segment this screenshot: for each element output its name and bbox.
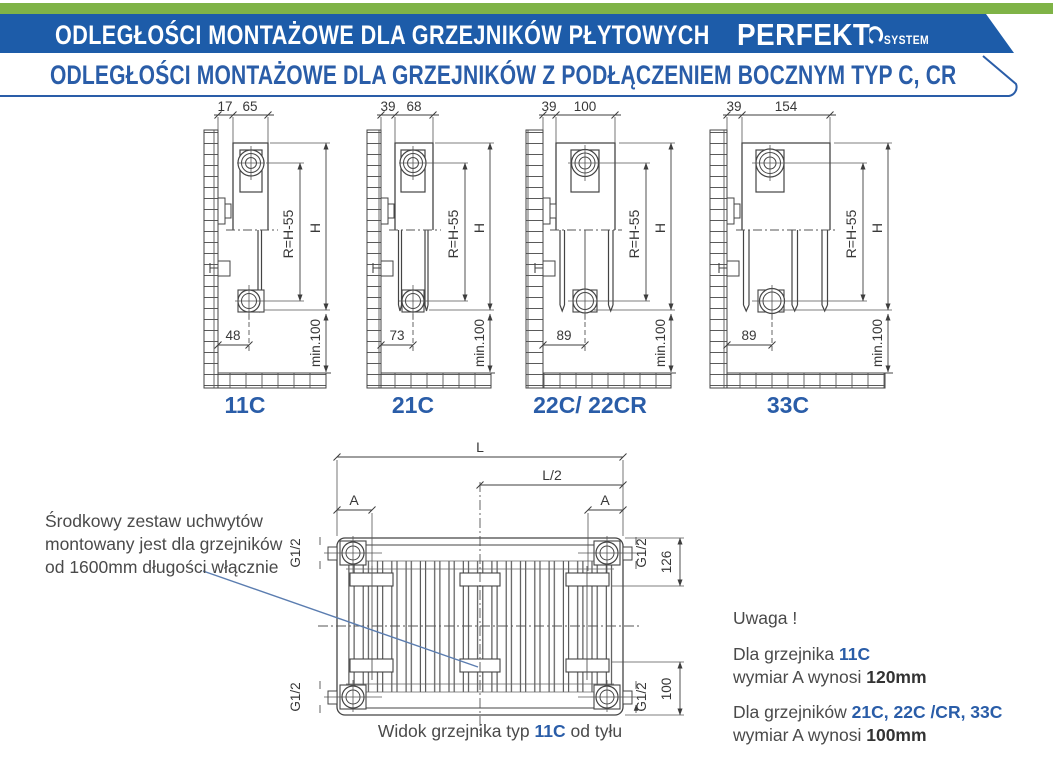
dim-min-floor: min.100 (870, 318, 885, 368)
panel (744, 230, 750, 311)
diagram-11c-side-view (190, 100, 362, 392)
note-value: 100mm (866, 725, 927, 745)
dim-top-depth: 65 (242, 100, 258, 114)
dim-bottom-offset: 73 (389, 328, 405, 343)
dim-height: H (652, 222, 668, 234)
dim-bottom-offset: 89 (556, 328, 572, 343)
dim-top-depth: 100 (573, 100, 597, 114)
note-line (733, 701, 1033, 724)
dim-min-floor: min.100 (308, 318, 323, 368)
wall-bracket (381, 198, 388, 224)
wall (204, 130, 218, 388)
wall-bracket (543, 261, 555, 276)
brand-name: PERFEKT (737, 17, 871, 52)
note-value: 120mm (866, 667, 927, 687)
note-line (733, 643, 1033, 666)
note-line: montowany jest dla grzejników (45, 534, 283, 554)
dim-top-gap: 39 (541, 100, 557, 114)
dim-bottom-bracket: 100 (659, 677, 674, 701)
note-text: wymiar A wynosi (733, 725, 867, 745)
dim-a-left: A (349, 492, 359, 508)
wall-bracket (543, 198, 550, 224)
dim-bottom-offset: 89 (741, 328, 757, 343)
note-types: 11C (839, 644, 871, 664)
bracket-note (45, 510, 315, 579)
dim-height: H (471, 222, 487, 234)
connection-stub (328, 547, 337, 560)
wall-bracket (218, 198, 225, 224)
page-title: ODLEGŁOŚCI MONTAŻOWE DLA GRZEJNIKÓW PŁYTOWYCH (55, 20, 710, 50)
mounting-bracket (566, 573, 609, 586)
dim-min-floor: min.100 (472, 318, 487, 368)
dim-radius: R=H-55 (626, 209, 642, 259)
connection-stub (623, 691, 632, 704)
panel (609, 230, 614, 311)
dim-radius: R=H-55 (280, 209, 296, 259)
dim-radius: R=H-55 (445, 209, 461, 259)
dim-min-floor: min.100 (653, 318, 668, 368)
wall-bracket (218, 261, 230, 276)
floor (381, 373, 491, 388)
note-text: Dla grzejników (733, 702, 852, 722)
note-line: od 1600mm długości włącznie (45, 557, 279, 577)
caption-21c: 21C (391, 392, 435, 418)
dim-length: L (476, 440, 484, 455)
wall-bracket (727, 261, 739, 276)
wall-bracket (727, 198, 734, 224)
note-line (733, 724, 1033, 747)
dim-top-bracket: 126 (659, 550, 674, 574)
note-text: wymiar A wynosi (733, 667, 867, 687)
diagram-21c-side-view (355, 100, 527, 392)
dim-height: H (869, 222, 885, 234)
leader-line (198, 563, 483, 673)
dim-a-right: A (600, 492, 610, 508)
note-types: 21C, 22C /CR, 33C (851, 702, 1003, 722)
dim-bottom-offset: 48 (225, 328, 241, 343)
floor (543, 373, 671, 388)
caption-text: od tyłu (565, 721, 623, 741)
dim-top-gap: 17 (217, 100, 233, 114)
panel (560, 230, 565, 311)
dim-top-gap: 39 (726, 100, 742, 114)
wall (710, 130, 727, 388)
note-text: Dla grzejnika (733, 644, 840, 664)
wall (526, 130, 543, 388)
dim-half-length: L/2 (542, 467, 562, 483)
thread-label: G1/2 (634, 538, 649, 568)
panel (822, 230, 828, 311)
wall-bracket (381, 261, 393, 276)
connection-stub (623, 547, 632, 560)
panel (792, 230, 798, 311)
caption-33c: 33C (766, 392, 810, 418)
dim-top-depth: 68 (406, 100, 422, 114)
green-bar (0, 3, 1053, 14)
dim-top-depth: 154 (774, 100, 798, 114)
connection-stub (328, 691, 337, 704)
brand-logo (737, 16, 929, 54)
floor (727, 373, 885, 388)
caption-11c: 11C (224, 392, 266, 418)
caption-text: Widok grzejnika typ (377, 721, 535, 741)
rear-view-caption (330, 720, 670, 743)
note-line: Środkowy zestaw uchwytów (45, 511, 263, 531)
warning-note (733, 607, 1033, 747)
floor (218, 373, 326, 388)
thread-label: G1/2 (288, 538, 303, 568)
panel (425, 230, 428, 311)
dim-height: H (307, 222, 323, 234)
panel (399, 230, 402, 311)
warning-title: Uwaga ! (733, 608, 798, 628)
diagram-33c-side-view (700, 100, 905, 392)
brand-sub: SYSTEM (883, 35, 930, 47)
brand-swoosh-icon (869, 21, 884, 51)
thread-label: G1/2 (634, 682, 649, 712)
dim-radius: R=H-55 (843, 209, 859, 259)
wall (367, 130, 381, 388)
note-line (733, 666, 1033, 689)
caption-22c: 22C/ 22CR (533, 392, 647, 418)
mounting-bracket (566, 659, 609, 672)
caption-type: 11C (534, 721, 566, 741)
radiator-body (742, 143, 830, 230)
thread-label: G1/2 (288, 682, 303, 712)
dim-top-gap: 39 (380, 100, 396, 114)
diagram-22c-side-view (520, 100, 705, 392)
page-subtitle: ODLEGŁOŚCI MONTAŻOWE DLA GRZEJNIKÓW Z PODŁĄCZENIEM BOCZNYM TYP C, CR (50, 60, 957, 90)
